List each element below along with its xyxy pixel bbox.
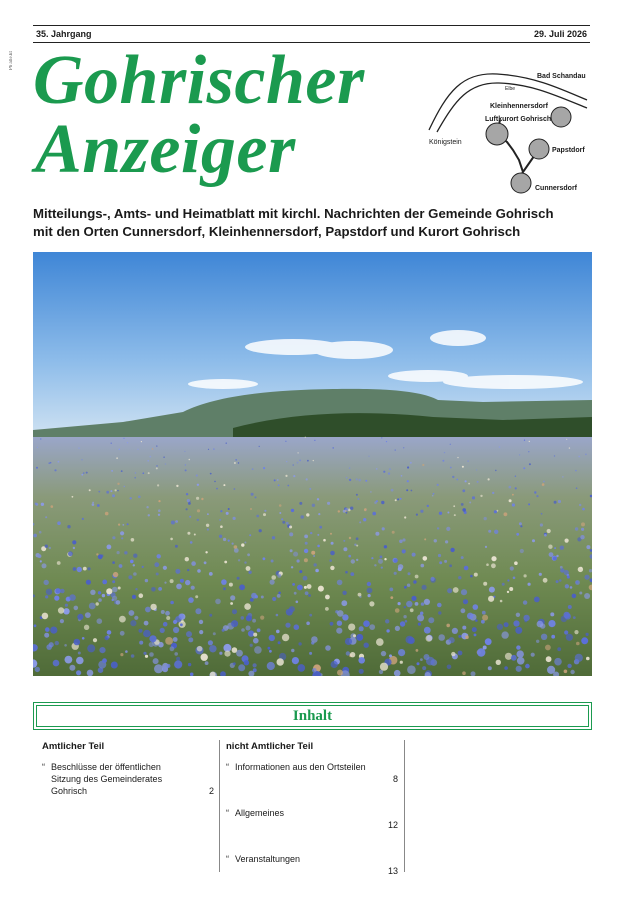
entry-text: Veranstaltungen [235,854,301,864]
bullet-icon: “ [42,762,45,772]
column-divider [219,740,220,872]
map-label-kleinhennersdorf: Kleinhennersdorf [490,103,548,110]
contents-entry[interactable] [226,853,398,877]
header-bar [33,25,590,43]
map-label-elbe: Elbe [505,86,516,92]
title-line-2: Anzeiger [35,111,296,188]
bullet-icon: “ [226,808,229,818]
newspaper-title [33,42,443,188]
town-marker-kleinhennersdorf [551,107,571,127]
issue-date: 29. Juli 2026 [533,29,587,39]
map-label-papstdorf: Papstdorf [552,147,585,154]
contents-title: Inhalt [36,705,589,727]
entry-page: 2 [208,786,214,796]
print-code: P6 alle.kt [9,51,14,70]
municipality-map [427,62,592,197]
volume-label: 35. Jahrgang [36,29,92,39]
unofficial-heading: nicht Amtlicher Teil [226,741,314,752]
contents-title-box [33,702,592,730]
contents-entry[interactable] [42,761,214,797]
cover-photo-cornflower-field [33,252,592,676]
bullet-icon: “ [226,854,229,864]
town-marker-papstdorf [529,139,549,159]
entry-text: Informationen aus den Ortsteilen [235,762,366,772]
map-label-koenigstein: Königstein [429,139,462,146]
contents-official-column [42,741,214,797]
town-marker-cunnersdorf [511,173,531,193]
entry-page: 8 [392,774,398,784]
bullet-icon: “ [226,762,229,772]
title-line-1: Gohrischer [33,42,365,119]
town-marker-gohrisch [486,123,508,145]
entry-text: Beschlüsse der öffentlichen Sitzung des Gemeinderates Gohrisch [51,762,163,796]
entry-text: Allgemeines [235,808,285,818]
entry-page: 12 [387,820,398,830]
subtitle [33,205,593,241]
official-heading: Amtlicher Teil [42,741,105,752]
contents-unofficial-column [226,741,398,897]
map-label-cunnersdorf: Cunnersdorf [535,185,577,192]
entry-page: 13 [387,866,398,876]
subtitle-line-2: mit den Orten Cunnersdorf, Kleinhennersdorf, Papstdorf und Kurort Gohrisch [33,224,521,239]
map-label-bad-schandau: Bad Schandau [537,73,586,80]
column-divider [404,740,405,872]
subtitle-line-1: Mitteilungs-, Amts- und Heimatblatt mit kirchl. Nachrichten der Gemeinde Gohrisch [33,206,554,221]
map-label-luftkurort-gohrisch: Luftkurort Gohrisch [485,116,552,123]
contents-entry[interactable] [226,807,398,831]
contents-entry[interactable] [226,761,398,785]
